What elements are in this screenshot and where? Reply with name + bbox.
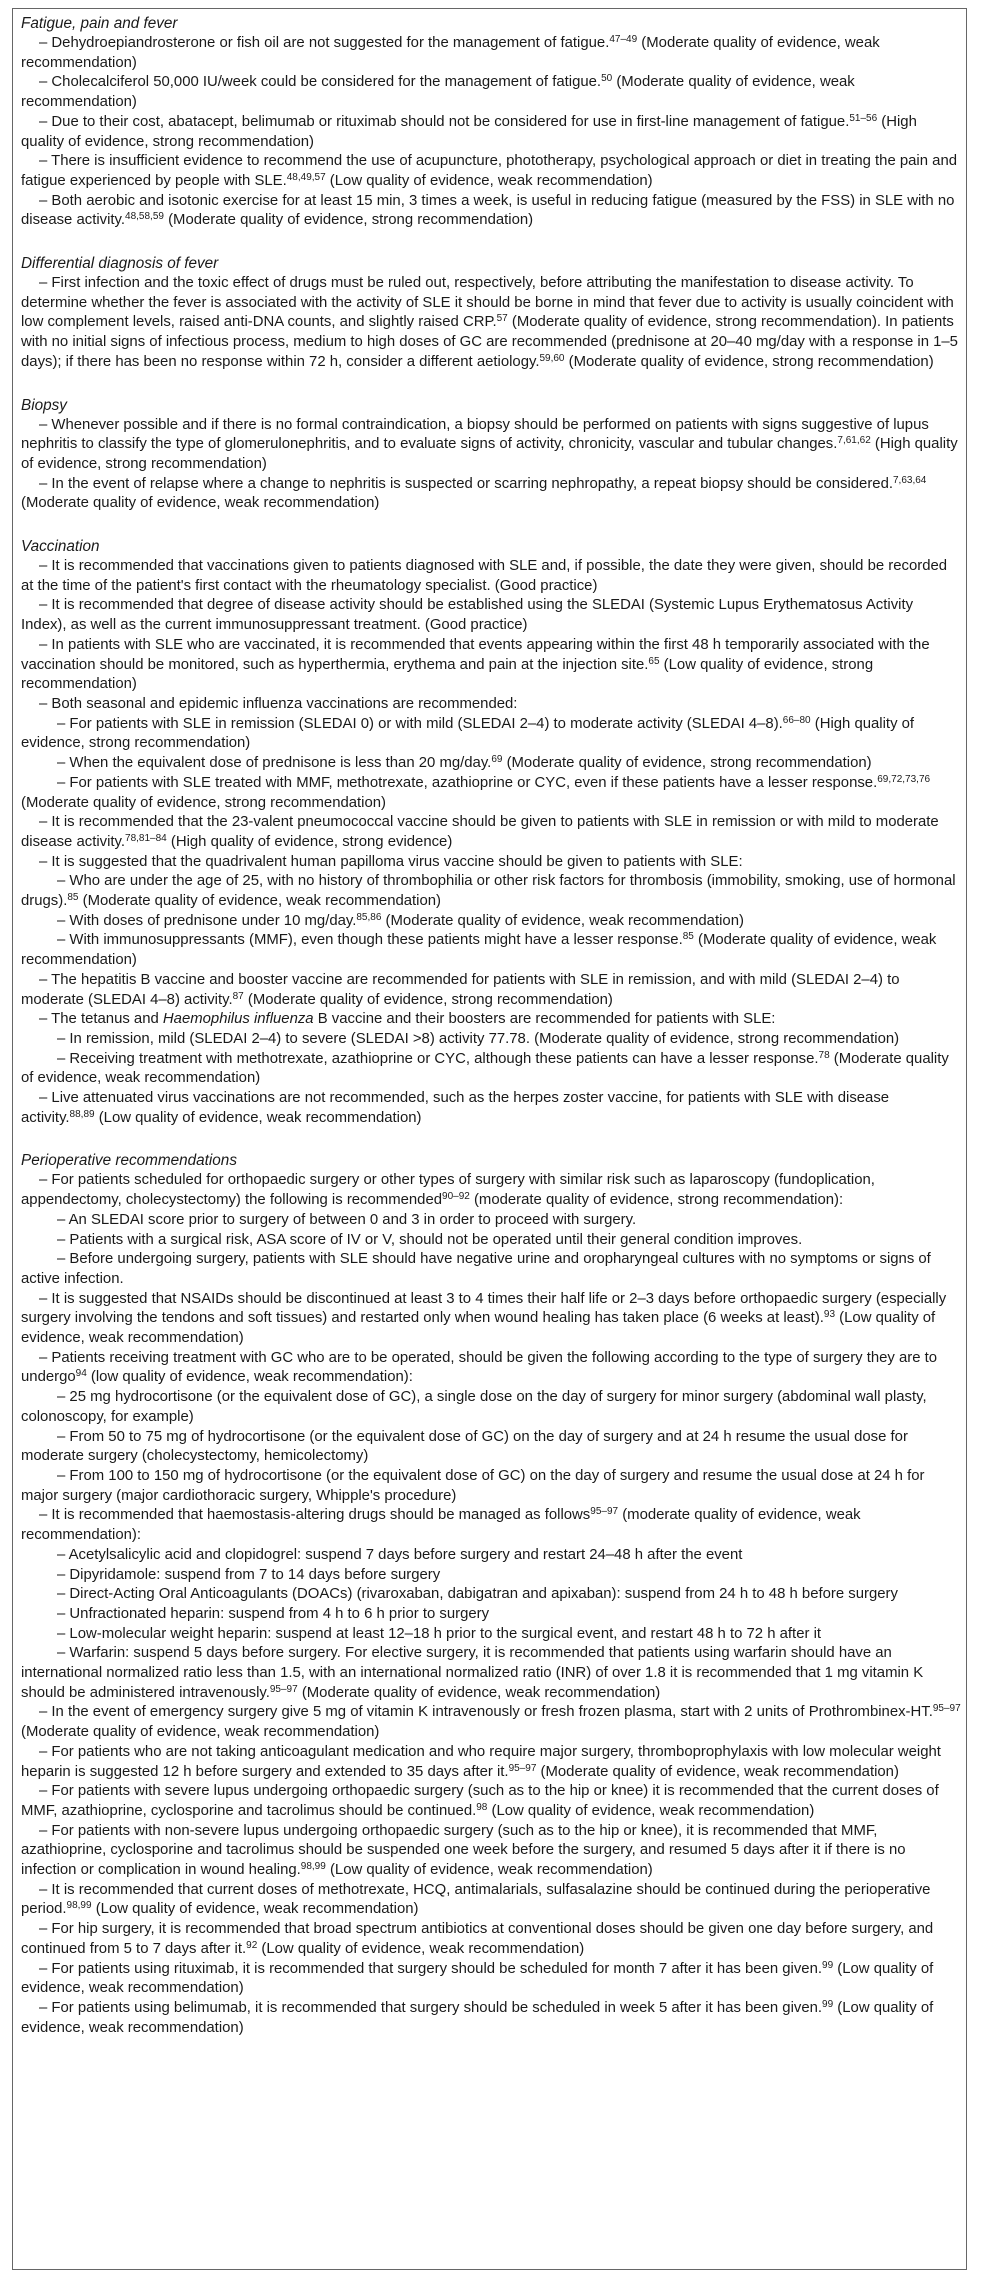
- recommendation: [21, 416, 966, 475]
- citation-ref: 66–80: [782, 714, 811, 726]
- citation-ref: 78,81–84: [125, 832, 167, 844]
- citation-ref: 50: [601, 73, 613, 85]
- text-run: (Low quality of evidence, weak recommendation): [325, 1862, 653, 1879]
- text-run: – Before undergoing surgery, patients with SLE should have negative urine and oropharyngeal cultures with no symptoms or signs of active infection.: [21, 1251, 931, 1287]
- text-run: (Low quality of evidence, weak recommendation): [21, 1960, 934, 1997]
- section: [21, 536, 966, 1128]
- text-run: – It is recommended that degree of disease activity should be established using the SLEDAI (Systemic Lupus Erythematosus Activity Index), as well as the current immunosuppressant treatment. (Good practice): [21, 597, 914, 634]
- text-run: (Low quality of evidence, strong recommendation): [21, 656, 874, 693]
- citation-ref: 59,60: [539, 352, 565, 364]
- citation-ref: 69: [491, 754, 503, 766]
- text-run: – Receiving treatment with methotrexate, azathioprine or CYC, although these patients can have a lesser response.: [57, 1050, 819, 1067]
- citation-ref: 85: [682, 931, 694, 943]
- citation-ref: 48,58,59: [125, 211, 164, 223]
- citation-ref: 98: [476, 1801, 488, 1813]
- text-run: – Both aerobic and isotonic exercise for at least 15 min, 3 times a week, is useful in reducing fatigue (measured by the FSS) in SLE with no disease activity.: [21, 192, 955, 229]
- text-run: (Low quality of evidence, weak recommendation): [487, 1802, 815, 1819]
- citation-ref: 51–56: [849, 112, 878, 124]
- text-run: – Patients with a surgical risk, ASA score of IV or V, should not be operated until their general condition improves.: [57, 1231, 803, 1248]
- recommendation: [21, 475, 966, 514]
- recommendation: [21, 152, 966, 191]
- recommendation: [21, 596, 966, 635]
- text-run: – The tetanus and: [39, 1011, 163, 1028]
- text-run: – Who are under the age of 25, with no history of thrombophilia or other risk factors for thrombosis (immobility, smoking, use of hormonal drugs).: [21, 873, 956, 910]
- text-run: – Due to their cost, abatacept, belimumab or rituximab should not be considered for use in first-line management of fatigue.: [39, 113, 850, 130]
- text-run: (moderate quality of evidence, weak recommendation):: [21, 1507, 861, 1544]
- text-run: – Direct-Acting Oral Anticoagulants (DOACs) (rivaroxaban, dabigatran and apixaban): suspend from 24 h to 48 h before surgery: [57, 1586, 898, 1603]
- text-run: (Low quality of evidence, weak recommendation): [257, 1940, 585, 1957]
- section-title: Fatigue, pain and fever: [21, 15, 178, 32]
- italic-term: Haemophilus influenza: [162, 1011, 314, 1028]
- sub-recommendation: [21, 1585, 966, 1605]
- text-run: – For patients scheduled for orthopaedic surgery or other types of surgery with similar risk such as laparoscopy (fundoplication, appendectomy, cholecystectomy) the following is recommended: [21, 1172, 875, 1209]
- recommendation: [21, 1822, 966, 1881]
- text-run: (Moderate quality of evidence, weak recommendation): [381, 912, 744, 929]
- recommendation: [21, 73, 966, 112]
- sub-recommendation: [21, 774, 966, 813]
- text-run: – For patients who are not taking anticoagulant medication and who require major surgery, thromboprophylaxis with low molecular weight heparin is suggested 12 h before surgery and extended to 35 days after it.: [21, 1743, 941, 1780]
- recommendation: [21, 274, 966, 373]
- text-run: (Moderate quality of evidence, strong recommendation): [21, 794, 387, 811]
- text-run: – With immunosuppressants (MMF), even though these patients might have a lesser response.: [57, 932, 683, 949]
- text-run: – For hip surgery, it is recommended that broad spectrum antibiotics at conventional doses should be given one day before surgery, and continued from 5 to 7 days after it.: [21, 1921, 934, 1957]
- text-run: – It is recommended that vaccinations given to patients diagnosed with SLE and, if possible, the date they were given, should be recorded at the time of the patient's first contact with the rheumatology specialist. (Good practice): [21, 558, 948, 594]
- recommendation: [21, 1349, 966, 1388]
- sub-recommendation: [21, 1546, 966, 1566]
- text-run: (Low quality of evidence, weak recommendation): [94, 1109, 422, 1126]
- section: [21, 1150, 966, 2038]
- sub-recommendation: [21, 1250, 966, 1289]
- citation-ref: 65: [648, 655, 660, 667]
- recommendation: [21, 192, 966, 231]
- citation-ref: 7,61,62: [837, 435, 871, 447]
- recommendation: [21, 34, 966, 73]
- text-run: – When the equivalent dose of prednisone is less than 20 mg/day.: [57, 755, 492, 772]
- text-run: – Whenever possible and if there is no formal contraindication, a biopsy should be performed on patients with signs suggestive of lupus nephritis to classify the type of glomerulonephritis, and to evaluate signs of activity, chronicity, vascular and tubular changes.: [21, 416, 929, 453]
- text-run: (Low quality of evidence, weak recommendation): [325, 172, 653, 189]
- section-title: Perioperative recommendations: [21, 1152, 237, 1170]
- text-run: (Moderate quality of evidence, weak recommendation): [297, 1684, 661, 1701]
- text-run: (Moderate quality of evidence, weak recommendation): [21, 932, 937, 969]
- text-run: – First infection and the toxic effect of drugs must be ruled out, respectively, before attributing the manifestation to disease activity. To determine whether the fever is associated with the activity of SLE it should be borne in mind that fever due to activity is usually coincident with low complement levels, raised anti-DNA counts, and slightly raised CRP.: [21, 275, 954, 331]
- text-run: (Moderate quality of evidence, strong recommendation): [564, 353, 934, 370]
- recommendation: [21, 1960, 966, 1999]
- sub-recommendation: [21, 1030, 966, 1050]
- recommendation: [21, 636, 966, 695]
- text-run: (High quality of evidence, strong recommendation): [21, 436, 958, 472]
- text-run: – From 50 to 75 mg of hydrocortisone (or the equivalent dose of GC) on the day of surgery and at 24 h resume the usual dose for moderate surgery (cholecystectomy, hemicolectomy): [21, 1428, 908, 1465]
- text-run: (High quality of evidence, strong recommendation): [21, 113, 917, 150]
- citation-ref: 93: [823, 1309, 836, 1321]
- recommendation: [21, 1290, 966, 1349]
- text-run: – From 100 to 150 mg of hydrocortisone (or the equivalent dose of GC) on the day of surgery and resume the usual dose at 24 h for major surgery (major cardiothoracic surgery, Whipple's procedure): [21, 1468, 925, 1504]
- section: [21, 13, 966, 231]
- text-run: – It is recommended that the 23-valent pneumococcal vaccine should be given to patients with SLE in remission or with mild to moderate disease activity.: [21, 814, 939, 850]
- text-run: – Cholecalciferol 50,000 IU/week could be considered for the management of fatigue.: [39, 74, 602, 91]
- citation-ref: 99: [822, 1959, 834, 1971]
- sub-recommendation: [21, 715, 966, 754]
- text-run: – Low-molecular weight heparin: suspend at least 12–18 h prior to the surgical event, and restart 48 h to 72 h after it: [57, 1625, 822, 1642]
- text-run: (Moderate quality of evidence, weak recommendation): [21, 1724, 380, 1741]
- citation-ref: 85,86: [356, 911, 382, 923]
- text-run: – There is insufficient evidence to recommend the use of acupuncture, phototherapy, psychological approach or diet in treating the pain and fatigue experienced by people with SLE.: [21, 153, 958, 189]
- citation-ref: 47–49: [609, 34, 638, 45]
- citation-ref: 99: [822, 1998, 834, 2010]
- text-run: (Low quality of evidence, weak recommendation): [21, 1310, 936, 1347]
- section-title: Differential diagnosis of fever: [21, 255, 219, 273]
- recommendation: [21, 1743, 966, 1782]
- recommendation: [21, 557, 966, 596]
- text-run: – It is suggested that the quadrivalent human papilloma virus vaccine should be given to patients with SLE:: [39, 853, 743, 870]
- text-run: – An SLEDAI score prior to surgery of between 0 and 3 in order to proceed with surgery.: [57, 1211, 637, 1228]
- recommendations-table: [12, 8, 967, 2270]
- text-run: – Unfractionated heparin: suspend from 4 h to 6 h prior to surgery: [57, 1605, 490, 1622]
- sub-recommendation: [21, 912, 966, 932]
- text-run: (low quality of evidence, weak recommendation):: [86, 1369, 413, 1386]
- text-run: – For patients using belimumab, it is recommended that surgery should be scheduled in week 5 after it has been given.: [39, 1999, 823, 2016]
- text-run: (Moderate quality of evidence, weak recommendation): [21, 74, 855, 111]
- citation-ref: 95–97: [590, 1506, 619, 1518]
- text-run: (Low quality of evidence, weak recommendation): [21, 1999, 934, 2036]
- citation-ref: 48,49,57: [286, 171, 326, 183]
- recommendation: [21, 971, 966, 1010]
- text-run: (Moderate quality of evidence, weak recommendation): [21, 1050, 949, 1087]
- citation-ref: 92: [246, 1939, 258, 1951]
- sub-recommendation: [21, 1050, 966, 1089]
- text-run: (Moderate quality of evidence, weak recommendation): [78, 893, 442, 910]
- text-run: (Moderate quality of evidence, weak recommendation): [21, 495, 380, 512]
- text-run: – In remission, mild (SLEDAI 2–4) to severe (SLEDAI >8) activity 77.78. (Moderate quality of evidence, strong recommendation): [57, 1030, 900, 1047]
- text-run: – 25 mg hydrocortisone (or the equivalent dose of GC), a single dose on the day of surgery for minor surgery (abdominal wall plasty, colonoscopy, for example): [21, 1389, 927, 1425]
- section: [21, 395, 966, 515]
- text-run: – For patients with non-severe lupus undergoing orthopaedic surgery (such as to the hip or knee), it is recommended that MMF, azathioprine, cyclosporine and tacrolimus should be suspended one week before the surgery, and resumed 5 days after it if there is no infection or complication in wound healing.: [21, 1822, 906, 1879]
- text-run: – For patients using rituximab, it is recommended that surgery should be scheduled for month 7 after it has been given.: [39, 1960, 823, 1977]
- text-run: (Moderate quality of evidence, strong recommendation): [243, 991, 613, 1008]
- citation-ref: 95–97: [508, 1762, 537, 1774]
- section-title: Biopsy: [21, 396, 67, 414]
- citation-ref: 7,63,64: [893, 474, 927, 486]
- text-run: – In patients with SLE who are vaccinated, it is recommended that events appearing within the first 48 h temporarily associated with the vaccination should be monitored, such as hyperthermia, erythema and pain at the injection site.: [21, 636, 930, 673]
- recommendation: [21, 113, 966, 152]
- recommendation: [21, 1506, 966, 1545]
- sub-recommendation: [21, 1566, 966, 1586]
- recommendation: [21, 813, 966, 852]
- citation-ref: 85: [67, 892, 79, 904]
- section-title: Vaccination: [21, 538, 100, 556]
- citation-ref: 98,99: [66, 1900, 92, 1912]
- citation-ref: 87: [232, 990, 244, 1002]
- text-run: (Moderate quality of evidence, strong recommendation). In patients with no initial signs of infectious process, medium to high doses of GC are recommended (prednisone at 20–40 mg/day with a response in 1–5 days); if there has been no response within 72 h, consider a different aetiology.: [21, 314, 958, 370]
- text-run: – In the event of emergency surgery give 5 mg of vitamin K intravenously or fresh frozen plasma, start with 2 units of Prothrombinex-HT.: [39, 1704, 933, 1721]
- recommendation: [21, 1703, 966, 1742]
- text-run: B vaccine and their boosters are recommended for patients with SLE:: [313, 1011, 776, 1028]
- recommendation: [21, 1999, 966, 2038]
- text-run: – Patients receiving treatment with GC who are to be operated, should be given the following according to the type of surgery they are to undergo: [21, 1349, 938, 1386]
- text-run: (moderate quality of evidence, strong recommendation):: [469, 1192, 844, 1209]
- citation-ref: 57: [496, 313, 508, 325]
- citation-ref: 94: [75, 1368, 87, 1380]
- recommendation: [21, 1010, 966, 1030]
- recommendation: [21, 853, 966, 873]
- recommendation: [21, 1089, 966, 1128]
- text-run: (Moderate quality of evidence, weak recommendation): [536, 1763, 899, 1780]
- text-run: – It is recommended that haemostasis-altering drugs should be managed as follows: [39, 1507, 591, 1524]
- text-run: – Acetylsalicylic acid and clopidogrel: suspend 7 days before surgery and restart 24–48 h after the event: [57, 1546, 743, 1563]
- citation-ref: 98,99: [300, 1861, 326, 1873]
- text-run: (High quality of evidence, strong evidence): [166, 833, 453, 850]
- citation-ref: 88,89: [69, 1108, 95, 1120]
- recommendation: [21, 1881, 966, 1920]
- sub-recommendation: [21, 1428, 966, 1467]
- sub-recommendation: [21, 931, 966, 970]
- text-run: (Moderate quality of evidence, weak recommendation): [21, 35, 880, 71]
- text-run: – Dipyridamole: suspend from 7 to 14 days before surgery: [57, 1566, 441, 1583]
- text-run: – It is suggested that NSAIDs should be discontinued at least 3 to 4 times their half life or 2–3 days before orthopaedic surgery (especially surgery involving the tendons and soft tissues) and restarted only when wound healing has taken place (6 weeks at least).: [21, 1290, 947, 1327]
- sub-recommendation: [21, 1625, 966, 1645]
- sub-recommendation: [21, 872, 966, 911]
- recommendation: [21, 695, 966, 715]
- sub-recommendation: [21, 1644, 966, 1703]
- sub-recommendation: [21, 1605, 966, 1625]
- text-run: – It is recommended that current doses of methotrexate, HCQ, antimalarials, sulfasalazine should be continued during the perioperative period.: [21, 1881, 931, 1918]
- text-run: – Live attenuated virus vaccinations are not recommended, such as the herpes zoster vaccine, for patients with SLE with disease activity.: [21, 1090, 890, 1126]
- sub-recommendation: [21, 1211, 966, 1231]
- text-run: – Warfarin: suspend 5 days before surgery. For elective surgery, it is recommended that patients using warfarin should have an international normalized ratio less than 1.5, with an international normalized ratio (INR) of over 1.8 it is recommended that 1 mg vitamin K should be administered intravenously.: [21, 1645, 924, 1701]
- text-run: (Moderate quality of evidence, strong recommendation): [163, 212, 534, 229]
- citation-ref: 69,72,73,76: [877, 773, 931, 785]
- citation-ref: 78: [818, 1049, 830, 1061]
- citation-ref: 95–97: [269, 1683, 298, 1695]
- text-run: (High quality of evidence, strong recommendation): [21, 715, 915, 752]
- text-run: – Both seasonal and epidemic influenza vaccinations are recommended:: [39, 695, 518, 712]
- text-run: – In the event of relapse where a change to nephritis is suspected or scarring nephropathy, a repeat biopsy should be considered.: [39, 475, 893, 492]
- sub-recommendation: [21, 1467, 966, 1506]
- recommendation: [21, 1171, 966, 1210]
- text-run: (Low quality of evidence, weak recommendation): [91, 1901, 419, 1918]
- text-run: – For patients with SLE in remission (SLEDAI 0) or with mild (SLEDAI 2–4) to moderate activity (SLEDAI 4–8).: [57, 715, 783, 732]
- text-run: – Dehydroepiandrosterone or fish oil are not suggested for the management of fatigue.: [39, 35, 610, 51]
- text-run: (Moderate quality of evidence, strong recommendation): [502, 755, 872, 772]
- sub-recommendation: [21, 1231, 966, 1251]
- text-run: – For patients with SLE treated with MMF, methotrexate, azathioprine or CYC, even if these patients have a lesser response.: [57, 774, 878, 791]
- text-run: – With doses of prednisone under 10 mg/day.: [57, 912, 357, 929]
- text-run: – The hepatitis B vaccine and booster vaccine are recommended for patients with SLE in remission, and with mild (SLEDAI 2–4) to moderate (SLEDAI 4–8) activity.: [21, 971, 900, 1008]
- sub-recommendation: [21, 754, 966, 774]
- sub-recommendation: [21, 1388, 966, 1427]
- recommendation: [21, 1782, 966, 1821]
- text-run: – For patients with severe lupus undergoing orthopaedic surgery (such as to the hip or knee) it is recommended that the current doses of MMF, azathioprine, cyclosporine and tacrolimus should be continued.: [21, 1783, 939, 1819]
- citation-ref: 95–97: [932, 1703, 961, 1715]
- recommendation: [21, 1920, 966, 1959]
- citation-ref: 90–92: [442, 1191, 470, 1203]
- section: [21, 253, 966, 373]
